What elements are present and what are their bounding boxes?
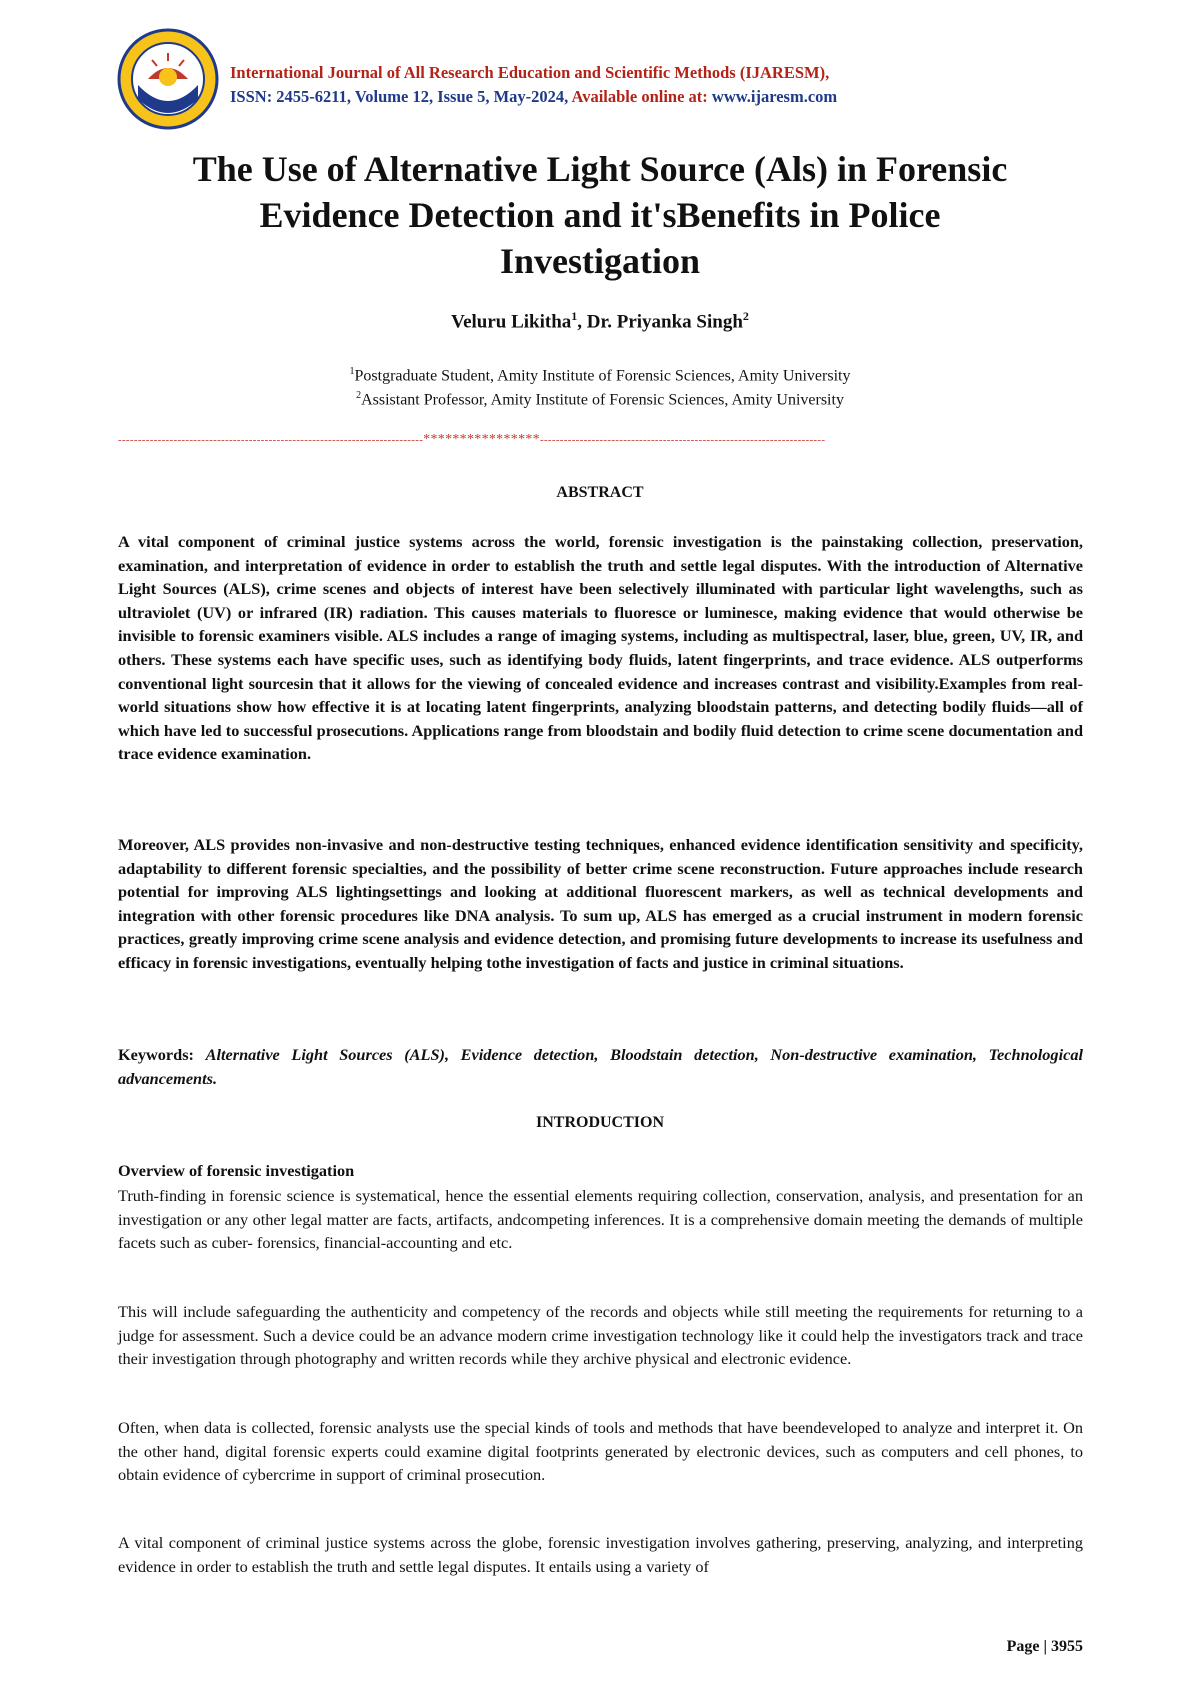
introduction-heading: INTRODUCTION xyxy=(535,1114,664,1131)
intro-paragraph-1: Truth-finding in forensic science is systematical, hence the essential elements requiring collection, conservation, analysis, and presentation for an investigation or any other legal matter are facts, artifacts, andcompeting inferences. It is a comprehensive domain meeting the demands of multiple facets such as cuber- forensics, financial-accounting and etc. xyxy=(118,1186,1083,1253)
affiliation-2-sup: 2 xyxy=(356,390,362,401)
affiliation-2-text: Assistant Professor, Amity Institute of Forensic Sciences, Amity University xyxy=(361,391,844,409)
abstract-heading: ABSTRACT xyxy=(556,484,644,501)
title-line-2: Evidence Detection and it'sBenefits in Police xyxy=(259,195,941,235)
intro-subheading: Overview of forensic investigation xyxy=(118,1161,355,1180)
journal-logo xyxy=(116,27,220,131)
title-line-3: Investigation xyxy=(499,241,701,281)
author-list xyxy=(100,309,1100,333)
affiliation-1 xyxy=(100,366,1100,385)
abstract-paragraph-1: A vital component of criminal justice systems across the world, forensic investigation is the painstaking collection, preservation, examination, and interpretation of evidence in order to establish the truth and settle legal disputes. With the introduction of Alternative Light Sources (ALS), crime scenes and objects of interest have been selectively illuminated with particular light wavelengths, such as ultraviolet (UV) or infrared (IR) radiation. This causes materials to fluoresce or luminesce, making evidence that would otherwise be invisible to forensic examiners visible. ALS includes a range of imaging systems, including as multispectral, laser, blue, green, UV, IR, and others. These systems each have specific uses, such as identifying body fluids, latent fingerprints, and trace evidence. ALS outperforms conventional light sourcesin that it allows for the viewing of concealed evidence and increases contrast and visibility.Examples from real-world situations show how effective it is at locating latent fingerprints, analyzing bloodstain patterns, and detecting bodily fluids—all of which have led to successful prosecutions. Applications range from bloodstain and bodily fluid detection to crime scene documentation and trace evidence examination. xyxy=(118,532,1083,764)
author-1-sup: 1 xyxy=(571,309,578,323)
journal-name: International Journal of All Research Education and Scientific Methods (IJARESM), xyxy=(230,63,830,82)
author-1: Veluru Likitha xyxy=(451,311,572,333)
journal-url[interactable]: www.ijaresm.com xyxy=(711,87,838,106)
affiliation-1-sup: 1 xyxy=(349,366,355,377)
paper-title xyxy=(100,146,1100,284)
section-separator xyxy=(118,432,1083,448)
journal-available-label: Available online at: xyxy=(571,87,712,106)
intro-paragraph-3: Often, when data is collected, forensic analysts use the special kinds of tools and methods that have beendeveloped to analyze and interpret it. On the other hand, digital forensic experts could examine digital footprints generated by electronic devices, such as computers and cell phones, to obtain evidence of cybercrime in support of criminal prosecution. xyxy=(118,1418,1083,1485)
affiliation-1-text: Postgraduate Student, Amity Institute of Forensic Sciences, Amity University xyxy=(354,367,851,385)
separator-stars: **************** xyxy=(423,432,540,447)
keywords-label: Keywords: xyxy=(118,1045,206,1064)
intro-paragraph-2: This will include safeguarding the authenticity and competency of the records and objects while still meeting the requirements for returning to a judge for assessment. Such a device could be an advance modern crime investigation technology like it could help the investigators track and trace their investigation through photography and written records while they archive physical and electronic evidence. xyxy=(118,1302,1083,1369)
page-number: Page | 3955 xyxy=(1006,1638,1083,1655)
journal-issn: ISSN: 2455-6211, Volume 12, Issue 5, May-2024, xyxy=(230,87,572,106)
abstract-paragraph-2: Moreover, ALS provides non-invasive and non-destructive testing techniques, enhanced evidence identification sensitivity and specificity, adaptability to different forensic specialties, and the possibility of better crime scene reconstruction. Future approaches include research potential for improving ALS lightingsettings and looking at additional fluorescent markers, as well as technical developments and integration with other forensic procedures like DNA analysis. To sum up, ALS has emerged as a crucial instrument in modern forensic practices, greatly improving crime scene analysis and evidence detection, and promising future developments to increase its usefulness and efficacy in forensic investigations, eventually helping tothe investigation of facts and justice in criminal situations. xyxy=(118,835,1083,972)
separator-left: ----------------------------------------------------------------------------- xyxy=(118,434,424,446)
title-line-1: The Use of Alternative Light Source (Als) in Forensic xyxy=(192,149,1008,189)
intro-paragraph-4: A vital component of criminal justice systems across the globe, forensic investigation involves gathering, preserving, analyzing, and interpreting evidence in order to establish the truth and settle legal disputes. It entails using a variety of xyxy=(118,1533,1083,1576)
journal-header xyxy=(230,61,837,109)
keywords-list: Alternative Light Sources (ALS), Evidence detection, Bloodstain detection, Non-destructive examination, Technological advancements. xyxy=(118,1045,1083,1088)
separator-right: ------------------------------------------------------------------------ xyxy=(539,434,826,446)
keywords xyxy=(118,1043,1083,1090)
author-2-sup: 2 xyxy=(742,309,749,323)
affiliation-2 xyxy=(100,390,1100,409)
journal-issue-line xyxy=(230,85,837,109)
author-2: Dr. Priyanka Singh xyxy=(586,311,743,333)
author-separator: , xyxy=(577,311,587,333)
